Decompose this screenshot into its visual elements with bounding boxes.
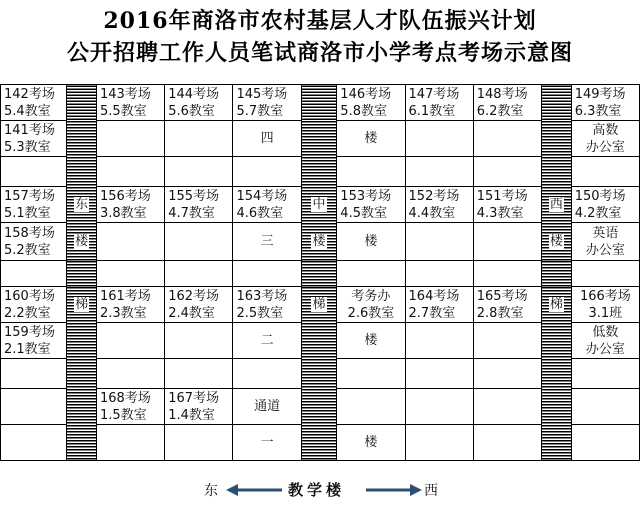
- room-154-no: 154考场: [236, 188, 288, 204]
- empty-cell: [96, 121, 164, 157]
- empty-cell: [233, 157, 301, 187]
- middle-stair: [301, 287, 337, 323]
- empty-cell: [233, 359, 301, 389]
- empty-cell: [96, 425, 164, 461]
- east-stair: [67, 157, 97, 187]
- room-155: [165, 187, 233, 223]
- empty-cell: [96, 157, 164, 187]
- empty-cell: [405, 223, 473, 261]
- room-147-no: 147考场: [408, 86, 460, 102]
- exam-room-map: [0, 84, 640, 461]
- room-154: [233, 187, 301, 223]
- room-153: [337, 187, 405, 223]
- middle-stair: [301, 187, 337, 223]
- empty-cell: [96, 323, 164, 359]
- office-math-low-l2: 办公室: [585, 341, 625, 357]
- empty-cell: [337, 157, 405, 187]
- building-char: 楼: [337, 121, 405, 157]
- room-152-loc: 4.4教室: [408, 205, 456, 221]
- empty-cell: [405, 261, 473, 287]
- direction-legend: [0, 478, 640, 502]
- room-143: [96, 85, 164, 121]
- floor-label-3: 三: [233, 223, 301, 261]
- empty-cell: [165, 323, 233, 359]
- room-151: [473, 187, 541, 223]
- room-164-loc: 2.7教室: [408, 305, 456, 321]
- office-english-l2: 办公室: [585, 242, 625, 258]
- west-stair: [542, 261, 572, 287]
- building-char: 楼: [337, 425, 405, 461]
- west-stair: [542, 187, 572, 223]
- room-158-loc: 5.2教室: [4, 242, 51, 258]
- empty-cell: [473, 425, 541, 461]
- east-stair-label-1: 东: [75, 197, 89, 212]
- empty-cell: [1, 389, 67, 425]
- room-157-loc: 5.1教室: [4, 205, 51, 221]
- room-164-no: 164考场: [408, 288, 460, 304]
- room-147: [405, 85, 473, 121]
- exam-affairs-office: [337, 287, 405, 323]
- floor-label-2: 二: [233, 323, 301, 359]
- west-stair: [542, 323, 572, 359]
- room-157-no: 157考场: [4, 188, 55, 204]
- room-149: [571, 85, 639, 121]
- empty-cell: [165, 157, 233, 187]
- middle-stair: [301, 323, 337, 359]
- room-151-no: 151考场: [476, 188, 528, 204]
- room-159-no: 159考场: [4, 324, 55, 340]
- room-167-loc: 1.4教室: [168, 407, 215, 423]
- empty-cell: [1, 261, 67, 287]
- room-160-loc: 2.2教室: [4, 305, 51, 321]
- middle-stair: [301, 223, 337, 261]
- empty-cell: [473, 261, 541, 287]
- room-145-no: 145考场: [236, 86, 288, 102]
- empty-cell: [96, 359, 164, 389]
- room-155-loc: 4.7教室: [168, 205, 215, 221]
- room-156-loc: 3.8教室: [99, 205, 147, 221]
- empty-cell: [165, 261, 233, 287]
- room-141: [1, 121, 67, 157]
- room-142-no: 142考场: [4, 86, 55, 102]
- empty-cell: [473, 223, 541, 261]
- middle-stair: [301, 261, 337, 287]
- empty-cell: [96, 223, 164, 261]
- empty-cell: [1, 425, 67, 461]
- room-165: [473, 287, 541, 323]
- room-148-no: 148考场: [476, 86, 528, 102]
- empty-cell: [405, 359, 473, 389]
- room-168-loc: 1.5教室: [99, 407, 147, 423]
- room-144-loc: 5.6教室: [168, 103, 215, 119]
- room-162: [165, 287, 233, 323]
- room-163: [233, 287, 301, 323]
- room-168: [96, 389, 164, 425]
- room-152-no: 152考场: [408, 188, 460, 204]
- room-148: [473, 85, 541, 121]
- empty-cell: [405, 323, 473, 359]
- title-line-2: 公开招聘工作人员笔试商洛市小学考点考场示意图: [66, 40, 573, 66]
- room-146: [337, 85, 405, 121]
- office-math-low: [571, 323, 639, 359]
- empty-cell: [571, 359, 639, 389]
- office-english-l1: 英语: [592, 225, 619, 241]
- room-163-no: 163考场: [236, 288, 288, 304]
- empty-cell: [473, 157, 541, 187]
- empty-cell: [1, 359, 67, 389]
- building-char: 楼: [337, 223, 405, 261]
- room-155-no: 155考场: [168, 188, 220, 204]
- room-150-no: 150考场: [574, 188, 626, 204]
- room-161-loc: 2.3教室: [99, 305, 147, 321]
- middle-stair-label-2: 楼: [312, 234, 326, 249]
- room-167: [165, 389, 233, 425]
- middle-stair-label-3: 梯: [312, 297, 326, 312]
- room-152: [405, 187, 473, 223]
- empty-cell: [96, 261, 164, 287]
- exam-affairs-office-l2: 2.6教室: [347, 305, 395, 321]
- east-stair: [67, 323, 97, 359]
- room-147-loc: 6.1教室: [408, 103, 456, 119]
- room-156-no: 156考场: [99, 188, 151, 204]
- east-stair: [67, 261, 97, 287]
- east-stair-label-2: 楼: [75, 234, 89, 249]
- east-stair: [67, 389, 97, 425]
- room-146-loc: 5.8教室: [340, 103, 387, 119]
- empty-cell: [405, 157, 473, 187]
- room-166-no: 166考场: [579, 288, 631, 304]
- room-157: [1, 187, 67, 223]
- empty-cell: [165, 359, 233, 389]
- room-166: [571, 287, 639, 323]
- empty-cell: [165, 223, 233, 261]
- empty-cell: [1, 157, 67, 187]
- building-char: 楼: [337, 323, 405, 359]
- office-math-high: [571, 121, 639, 157]
- middle-stair: [301, 425, 337, 461]
- empty-cell: [571, 157, 639, 187]
- west-stair: [542, 121, 572, 157]
- west-stair: [542, 157, 572, 187]
- east-stair: [67, 359, 97, 389]
- west-stair: [542, 389, 572, 425]
- room-150: [571, 187, 639, 223]
- room-146-no: 146考场: [340, 86, 392, 102]
- room-149-loc: 6.3教室: [574, 103, 622, 119]
- room-166-loc: 3.1班: [588, 305, 623, 321]
- east-arrowhead-icon: [226, 484, 238, 496]
- east-stair-label-3: 梯: [75, 297, 89, 312]
- empty-cell: [473, 389, 541, 425]
- title-line-1: 2016年商洛市农村基层人才队伍振兴计划: [103, 8, 537, 34]
- building-name: 教学楼: [288, 481, 346, 499]
- room-148-loc: 6.2教室: [476, 103, 524, 119]
- room-164: [405, 287, 473, 323]
- room-141-loc: 5.3教室: [4, 139, 51, 155]
- empty-cell: [473, 359, 541, 389]
- room-149-no: 149考场: [574, 86, 626, 102]
- floor-label-1: 一: [233, 425, 301, 461]
- west-stair-label-2: 楼: [549, 234, 563, 249]
- west-stair-label-1: 西: [549, 197, 563, 212]
- office-math-low-l1: 低数: [592, 324, 619, 340]
- room-143-no: 143考场: [99, 86, 151, 102]
- office-math-high-l2: 办公室: [585, 139, 625, 155]
- office-math-high-l1: 高数: [592, 122, 619, 138]
- empty-cell: [165, 425, 233, 461]
- east-stair: [67, 187, 97, 223]
- room-144: [165, 85, 233, 121]
- empty-cell: [337, 389, 405, 425]
- room-161-no: 161考场: [99, 288, 151, 304]
- middle-stair: [301, 85, 337, 121]
- room-151-loc: 4.3教室: [476, 205, 524, 221]
- empty-cell: [405, 389, 473, 425]
- office-english: [571, 223, 639, 261]
- middle-stair: [301, 389, 337, 425]
- room-142: [1, 85, 67, 121]
- west-stair-label-3: 梯: [549, 297, 563, 312]
- room-145: [233, 85, 301, 121]
- room-167-no: 167考场: [168, 390, 220, 406]
- empty-cell: [337, 359, 405, 389]
- room-165-loc: 2.8教室: [476, 305, 524, 321]
- empty-cell: [233, 261, 301, 287]
- empty-cell: [571, 261, 639, 287]
- east-stair: [67, 287, 97, 323]
- room-165-no: 165考场: [476, 288, 528, 304]
- empty-cell: [337, 261, 405, 287]
- room-161: [96, 287, 164, 323]
- east-stair: [67, 223, 97, 261]
- east-stair: [67, 425, 97, 461]
- room-144-no: 144考场: [168, 86, 220, 102]
- room-143-loc: 5.5教室: [99, 103, 147, 119]
- exam-affairs-office-l1: 考务办: [351, 288, 391, 304]
- room-160: [1, 287, 67, 323]
- middle-stair: [301, 157, 337, 187]
- room-158-no: 158考场: [4, 225, 55, 241]
- room-163-loc: 2.5教室: [236, 305, 284, 321]
- empty-cell: [571, 425, 639, 461]
- passage: 通道: [233, 389, 301, 425]
- empty-cell: [473, 121, 541, 157]
- middle-stair: [301, 359, 337, 389]
- room-142-loc: 5.4教室: [4, 103, 51, 119]
- empty-cell: [405, 121, 473, 157]
- west-stair: [542, 359, 572, 389]
- empty-cell: [165, 121, 233, 157]
- empty-cell: [473, 323, 541, 359]
- room-150-loc: 4.2教室: [574, 205, 622, 221]
- room-162-no: 162考场: [168, 288, 220, 304]
- room-153-loc: 4.5教室: [340, 205, 387, 221]
- room-158: [1, 223, 67, 261]
- empty-cell: [405, 425, 473, 461]
- room-141-no: 141考场: [4, 122, 55, 138]
- east-stair: [67, 121, 97, 157]
- east-label: 东: [204, 483, 218, 499]
- middle-stair-label-1: 中: [312, 197, 326, 212]
- room-156: [96, 187, 164, 223]
- west-stair: [542, 223, 572, 261]
- empty-cell: [571, 389, 639, 425]
- room-159-loc: 2.1教室: [4, 341, 51, 357]
- room-160-no: 160考场: [4, 288, 55, 304]
- west-label: 西: [424, 483, 438, 499]
- floor-label-4: 四: [233, 121, 301, 157]
- room-145-loc: 5.7教室: [236, 103, 284, 119]
- west-stair: [542, 287, 572, 323]
- west-stair: [542, 425, 572, 461]
- west-stair: [542, 85, 572, 121]
- room-154-loc: 4.6教室: [236, 205, 284, 221]
- west-arrowhead-icon: [410, 484, 422, 496]
- room-168-no: 168考场: [99, 390, 151, 406]
- middle-stair: [301, 121, 337, 157]
- room-153-no: 153考场: [340, 188, 392, 204]
- room-162-loc: 2.4教室: [168, 305, 215, 321]
- room-159: [1, 323, 67, 359]
- east-stair: [67, 85, 97, 121]
